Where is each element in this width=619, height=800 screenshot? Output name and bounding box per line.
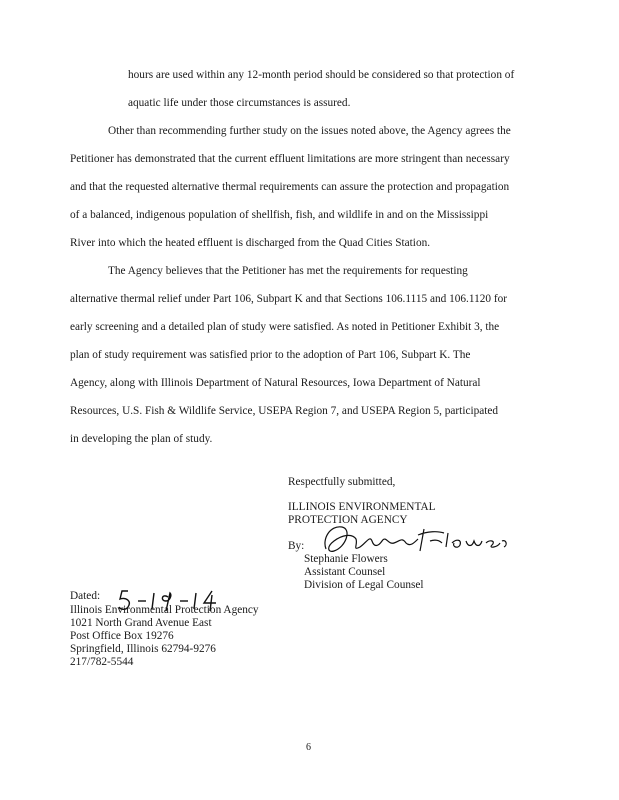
body-line-2: aquatic life under those circumstances is assured. xyxy=(128,97,351,109)
address-line: Illinois Environmental Protection Agency xyxy=(70,604,259,616)
by-label: By: xyxy=(288,540,305,552)
body-line-7: River into which the heated effluent is discharged from the Quad Cities Station. xyxy=(70,237,431,249)
org-line-2: PROTECTION AGENCY xyxy=(288,514,408,526)
signer-name: Stephanie Flowers xyxy=(304,553,388,565)
page-number: 6 xyxy=(306,742,311,753)
signature-block xyxy=(288,476,436,592)
dated-label: Dated: xyxy=(70,590,101,602)
body-line-10: early screening and a detailed plan of study were satisfied. As noted in Petitioner Exhibit 3, the xyxy=(70,321,500,333)
org-line-1: ILLINOIS ENVIRONMENTAL xyxy=(288,501,436,513)
address-line: Springfield, Illinois 62794-9276 xyxy=(70,643,216,655)
agency-address xyxy=(70,604,259,669)
handwritten-signature xyxy=(312,521,512,557)
body-line-4: Petitioner has demonstrated that the current effluent limitations are more stringent than necessary xyxy=(70,153,510,165)
body-line-14: in developing the plan of study. xyxy=(70,433,213,445)
signer-title: Assistant Counsel xyxy=(304,566,386,578)
signature-row xyxy=(288,527,436,553)
body-line-6: of a balanced, indigenous population of shellfish, fish, and wildlife in and on the Mississippi xyxy=(70,209,489,221)
body-line-3: Other than recommending further study on the issues noted above, the Agency agrees the xyxy=(108,125,511,137)
body-line-5: and that the requested alternative thermal requirements can assure the protection and propagation xyxy=(70,181,510,193)
address-line: Post Office Box 19276 xyxy=(70,630,174,642)
body-line-13: Resources, U.S. Fish & Wildlife Service, USEPA Region 7, and USEPA Region 5, participated xyxy=(70,405,499,417)
address-line: 217/782-5544 xyxy=(70,656,134,668)
address-line: 1021 North Grand Avenue East xyxy=(70,617,212,629)
closing-text: Respectfully submitted, xyxy=(288,476,396,488)
signer-division: Division of Legal Counsel xyxy=(304,579,424,591)
body-line-12: Agency, along with Illinois Department of Natural Resources, Iowa Department of Natural xyxy=(70,377,481,389)
body-line-9: alternative thermal relief under Part 106, Subpart K and that Sections 106.1115 and 106.1120 for xyxy=(70,293,508,305)
body-line-11: plan of study requirement was satisfied prior to the adoption of Part 106, Subpart K. The xyxy=(70,349,471,361)
body-line-8: The Agency believes that the Petitioner has met the requirements for requesting xyxy=(108,265,468,277)
body-line-1: hours are used within any 12-month period should be considered so that protection of xyxy=(128,69,515,81)
